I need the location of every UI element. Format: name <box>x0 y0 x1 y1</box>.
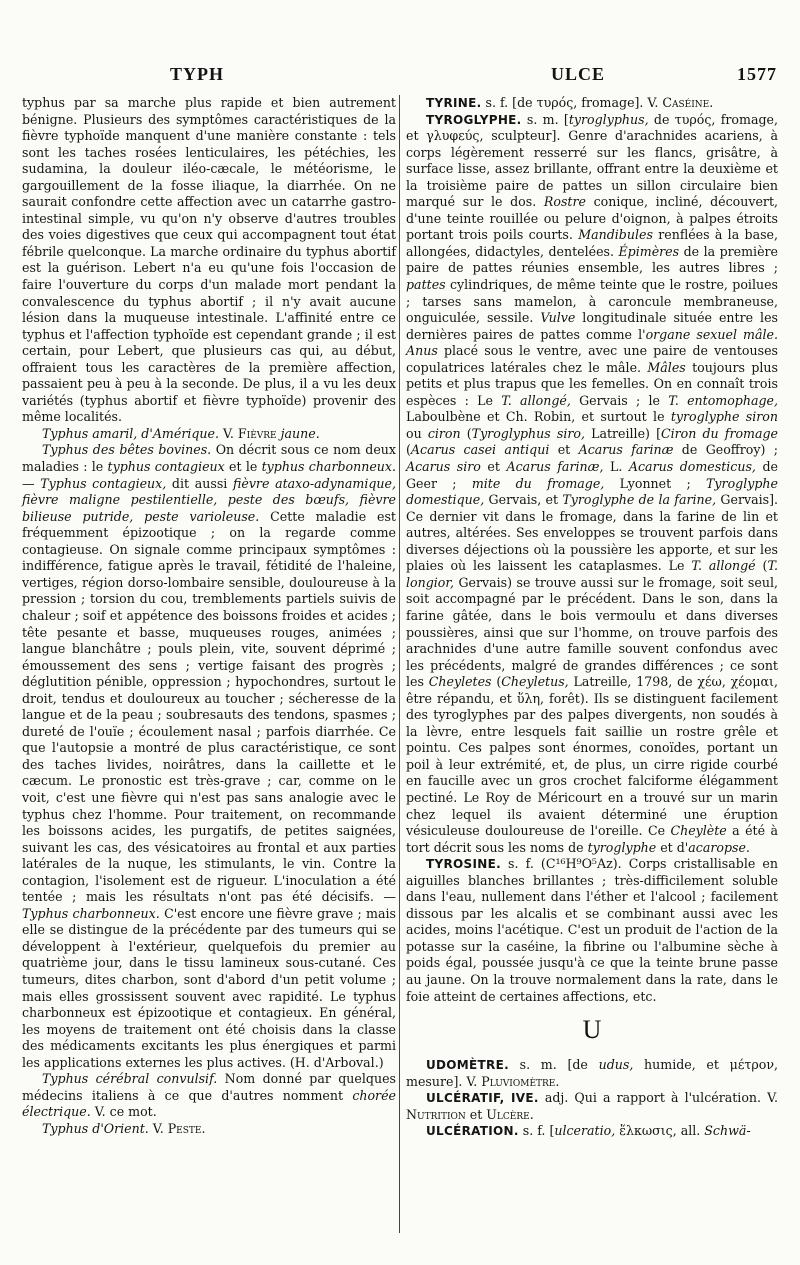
text: et <box>549 442 579 458</box>
text: et <box>480 459 507 475</box>
cross-ref: Caséine. <box>662 95 714 110</box>
entry-tyrine <box>406 95 778 112</box>
text: s. m. [ <box>521 111 569 127</box>
text: , fromage]. V. <box>573 95 663 110</box>
entry-term: Typhus des bêtes bovines. <box>42 442 212 458</box>
greek-text: χέω, χέομαι <box>697 674 774 690</box>
text: C'est encore une fièvre grave ; mais elle se distingue de la précédente par des tumeurs qui se développent à l'extérieur, quelquefois du premier au quatrième jour, dans le tissu lamineux sous-cutané. Ces tumeurs, dites charbon, sont d'abord d'un petit volume ; mais elles grossissent souvent avec rapidité. Le typhus charbonneux est épizootique et contagieux. En général, les moyens de traitement ont été choisis dans la classe des médicaments excitants les plus énergiques et parmi les applications externes les plus actives. (H. d'Arboval.) <box>22 905 396 1070</box>
entry-typhus-betes-bovines <box>22 442 396 1071</box>
italic-text: Cheyletes <box>428 674 492 690</box>
text: ( <box>491 674 502 690</box>
page-number: 1577 <box>737 64 777 84</box>
italic-text: tyroglyphe siron <box>670 409 778 425</box>
text: Latreille) [ <box>584 425 661 441</box>
text: et <box>465 1106 487 1122</box>
italic-text: typhus charbonneux. <box>261 459 396 475</box>
running-head-left: TYPH <box>170 64 225 84</box>
text: de <box>648 111 675 127</box>
italic-text: Mandibules <box>578 227 653 243</box>
italic-text: Acarus farinæ <box>578 442 674 458</box>
italic-text: Typhus charbonneux. <box>22 905 160 921</box>
entry-term: Typhus cérébral convulsif. <box>42 1071 218 1087</box>
running-head-right: ULCE <box>551 64 606 84</box>
text: s. f. [ <box>518 1123 555 1139</box>
text: et le <box>224 459 262 475</box>
italic-text: T. allongé <box>691 558 756 574</box>
text: ( <box>755 558 768 574</box>
italic-text: Ciron du fromage <box>660 425 779 441</box>
text: conique, incliné, découvert, d'une teinte rouillée ou pelure d'oignon, à palpes étroits portant trois poils courts. <box>406 194 779 243</box>
text: placé sous le ventre, avec une paire de ventouses copulatrices latérales chez le mâle. <box>406 343 778 375</box>
text: — <box>22 475 41 491</box>
italic-text: Typhus contagieux, <box>40 475 167 491</box>
cross-ref: Nutrition <box>406 1106 466 1122</box>
headword: TYROSINE. <box>426 857 501 872</box>
headword: TYRINE. <box>426 96 482 110</box>
text: Cette maladie est fréquemment épizootique ; on la regarde comme contagieuse. On signale comme principaux symptômes : indifférence, fatigue après le travail, fétidité de l'haleine, vertiges, région dorso-lombaire sensible, douloureuse à la pression ; torsion du cou, tremblements partiels suivis de chaleur ; soif et appétence des boissons froides et acides ; tête pesante et basse, muqueuses rouges, animées ; langue blanchâtre ; pouls plein, vite, souvent déprimé ; émoussement des sens ; vertige faisant des progrès ; déglutition pénible, oppression ; hypochondres, surtout le droit, tendus et douloureux au toucher ; sécheresse de la langue et de la peau ; soubresauts des tendons, spasmes ; dureté de l'ouïe ; écoulement nasal ; parfois diarrhée. Ce que l'autopsie a montré de plus caractéristique, ce sont des taches livides, noirâtres, dans la caillette et le cæcum. Le pronostic est très-grave ; car, comme on le voit, c'est une fièvre qui n'est pas sans analogie avec le typhus chez l'homme. Pour traitement, on recommande les boissons acides, les purgatifs, de petites saignées, suivant les cas, des vésicatoires au frontal et aux parties latérales de la nuque, les stimulants, le vin. Contre la contagion, l'isolement est de rigueur. L'inoculation a été tentée ; mais les résultats n'ont pas été décisifs. — <box>22 508 396 905</box>
headword: ULCÉRATIF, IVE. <box>426 1091 539 1106</box>
text: On décrit sous ce nom deux maladies : le <box>22 442 396 475</box>
text: de Geer ; <box>406 459 778 491</box>
greek-text: γλυφεύς <box>426 128 480 144</box>
entry-ulceration <box>406 1123 778 1140</box>
italic-text: Acarus domesticus, <box>628 459 756 475</box>
text: ( <box>406 442 411 458</box>
text: V. ce mot. <box>90 1104 157 1120</box>
text: Gervais) se trouve aussi sur le fromage, soit seul, soit accompagné par le précédent. Dans le son, dans la farine gâtée, dans le bois vermoulu et dans diverses poussières, ainsi que sur l'homme, on trouve parfois des arachnides d'une autre famille souvent confondus avec les précédents, malgré de grandes différences ; ce sont les <box>406 574 778 690</box>
text: Laboulbène et Ch. Robin, et surtout le <box>406 409 671 425</box>
text: , être répandu, et <box>406 674 779 706</box>
entry-typhus-cerebral <box>22 1071 396 1121</box>
section-letter: U <box>582 1015 602 1045</box>
text: Gervais ; le <box>570 392 669 408</box>
left-column <box>22 95 396 1137</box>
italic-text: ulceratio, <box>554 1123 616 1139</box>
text: cylindriques, de même teinte que le rostre, poilues ; tarses sans mamelon, à caroncule membraneuse, onguiculée, sessile. <box>406 277 778 326</box>
italic-text: chorée électrique. <box>22 1087 396 1120</box>
text: et d' <box>656 839 689 855</box>
page-header <box>0 66 800 90</box>
text: Latreille, 1798, de <box>568 674 698 690</box>
see-ref: V. <box>219 425 238 441</box>
text: a été à tort décrit sous les noms de <box>406 823 778 855</box>
entry-term: Typhus amaril, d'Amérique. <box>42 425 219 441</box>
italic-text: Acarus casei antiqui <box>410 442 550 458</box>
text: dit aussi <box>166 475 233 491</box>
entry-term: Typhus d'Orient. <box>42 1120 149 1136</box>
text: longitudinale située entre les dernières paires de pattes comme l' <box>406 310 779 342</box>
headword: ULCÉRATION. <box>426 1124 519 1139</box>
cross-ref: Peste. <box>167 1120 206 1136</box>
text: L. <box>603 459 629 475</box>
greek-text: ὕλη <box>516 690 541 706</box>
text: Gervais, et <box>484 492 563 508</box>
see-ref: V. <box>148 1120 168 1136</box>
entry-ulceratif <box>406 1090 778 1123</box>
cross-ref: Ulcère. <box>486 1106 534 1122</box>
italic-text: Schwä- <box>704 1123 751 1139</box>
entry-typhus-amaril <box>22 426 396 443</box>
italic-text: Cheyletus, <box>501 674 569 690</box>
italic-text: Épimères <box>618 243 680 259</box>
text: ou <box>406 425 428 441</box>
italic-text: pattes <box>406 277 446 293</box>
italic-text: acaropse. <box>688 839 750 855</box>
text: , forêt). Ils se distinguent facilement des tyroglyphes par des palpes divergents, non soudés à la lèvre, entre lesquels fait saillie un rostre grêle et pointu. Ces palpes sont énormes, conoïdes, portant un poil à leur extrémité, et, de plus, un cirre rigide courbé en faucille avec un gros crochet falciforme élégamment pectiné. Le Roy de Méricourt en a trouvé sur un marin chez lequel ils avaient déterminé une éruption vésiculeuse douloureuse de l'oreille. Ce <box>406 690 778 839</box>
italic-text: Tyroglyphe domestique, <box>406 475 778 508</box>
paragraph-typhus-abortif: typhus par sa marche plus rapide et bien autrement bénigne. Plusieurs des symptômes caractéristiques de la fièvre typhoïde manquent d'une manière constante : tels sont les taches rosées lenticulaires, les pétéchies, les sudamina, la douleur iléo-cæcale, le météorisme, le gargouillement de la fosse iliaque, la diarrhée. On ne saurait confondre cette affection avec un catarrhe gastro-intestinal simple, vu qu'on n'y observe d'autres troubles des voies digestives que ceux qui accompagnent tout état fébrile quelconque. La marche ordinaire du typhus abortif est la guérison. Lebert n'a eu qu'une fois l'occasion de faire l'ouverture du corps d'un malade mort pendant la convalescence du typhus abortif ; il n'y avait aucune lésion dans la muqueuse intestinale. L'affinité entre ce typhus et l'affection typhoïde est cependant grande ; il est certain, pour Lebert, que plusieurs cas qui, au début, offraient tous les caractères de la première affection, passaient peu à peu à la seconde. De plus, il a vu les deux variétés (typhus abortif et fièvre typhoïde) provenir des même localités. <box>22 95 396 425</box>
italic-text: T. entomophage, <box>668 392 779 408</box>
text: , sculpteur]. Genre d'arachnides acariens, à corps légèrement resserré sur les flancs, grisâtre, à surface lisse, assez brillante, offrant entre la deuxième et la troisième paire de pattes un sillon circulaire bien marqué sur le dos. <box>406 128 778 210</box>
entry-tyrosine <box>406 856 778 1005</box>
italic-text: Vulve <box>540 310 576 326</box>
entry-typhus-orient <box>22 1121 396 1138</box>
text: adj. Qui a rapport à l'ulcération. V. <box>538 1090 779 1106</box>
text: Lyonnet ; <box>604 475 707 491</box>
italic-text: T. longior, <box>406 558 778 590</box>
text: Nom donné par quelques médecins italiens à ce que d'autres nomment <box>22 1071 396 1103</box>
text: de la première paire de pattes réunies ensemble, les autres libres ; <box>406 243 778 276</box>
text: humide, et <box>633 1057 730 1073</box>
italic-text: Mâles <box>647 359 686 375</box>
italic-text: Cheylète <box>670 823 727 839</box>
italic-text: T. allongé, <box>501 392 571 408</box>
greek-text: τυρός <box>674 111 712 127</box>
italic-text: Rostre <box>543 194 586 210</box>
text: de Geoffroy) ; <box>673 442 778 458</box>
text: ( <box>460 425 472 441</box>
italic-text: tyroglyphe <box>587 839 657 855</box>
italic-text: Anus <box>406 343 438 359</box>
cross-ref: Pluviomètre. <box>481 1073 560 1089</box>
italic-text: Acarus siro <box>406 459 481 475</box>
italic-text: Acarus farinæ, <box>506 459 604 475</box>
italic-text: fièvre ataxo-adynamique, fièvre maligne pestilentielle, peste des bœufs, fièvre bilieuse putride, peste varioleuse. <box>22 475 396 524</box>
text: Gervais]. Ce dernier vit dans le fromage, dans la farine de lin et autres, altérées. Ses enveloppes se trouvent parfois dans diverses déjections où la poussière les apporte, et sur les plaies où les laissent les cataplasmes. Le <box>406 492 778 574</box>
italic-text: tyroglyphus, <box>568 111 649 127</box>
entry-udometre <box>406 1057 778 1090</box>
italic-text: Tyroglyphe de la farine, <box>562 492 717 508</box>
italic-text: udus, <box>598 1057 634 1073</box>
greek-text: μέτρον <box>729 1057 774 1073</box>
entry-tyroglyphe <box>406 112 778 857</box>
text: s. f. [de <box>481 95 537 110</box>
greek-text: ἕλκωσις <box>619 1123 673 1139</box>
text: , mesure]. V. <box>406 1057 778 1089</box>
italic-text: typhus contagieux <box>107 459 225 475</box>
text: toujours plus petits et plus trapus que les femelles. On en connaît trois espèces : Le <box>406 359 778 408</box>
greek-text: τυρός <box>536 95 574 110</box>
cross-ref-italic: jaune. <box>276 425 320 441</box>
italic-text: ciron <box>427 425 461 441</box>
text: s. f. (C¹⁶H⁹O⁵Az). Corps cristallisable en aiguilles blanches brillantes ; très-difficilement soluble dans l'eau, nullement dans l'éther et l'alcool ; facilement dissous par les alcalis et se combinant aussi avec les acides, moins l'acétique. C'est un produit de l'action de la potasse sur la caséine, la fibrine ou l'albumine sèche à poids égal, poussée jusqu'à ce que la teinte brune passe au jaune. On la trouve normalement dans la rate, dans le foie atteint de certaines affections, etc. <box>406 856 778 1004</box>
italic-text: Tyroglyphus siro, <box>471 425 585 441</box>
headword: UDOMÈTRE. <box>426 1058 509 1073</box>
text: , fromage, et <box>406 111 778 144</box>
italic-text: mite du fromage, <box>471 475 605 491</box>
text: , all. <box>672 1123 705 1139</box>
text: s. m. [de <box>508 1057 599 1073</box>
headword: TYROGLYPHE. <box>426 112 522 127</box>
cross-ref: Fièvre <box>237 425 277 441</box>
column-divider <box>399 95 400 1233</box>
text: renflées à la base, allongées, didactyles, dentelées. <box>406 227 779 259</box>
italic-text: organe sexuel mâle. <box>645 326 778 342</box>
right-column <box>406 95 778 1140</box>
